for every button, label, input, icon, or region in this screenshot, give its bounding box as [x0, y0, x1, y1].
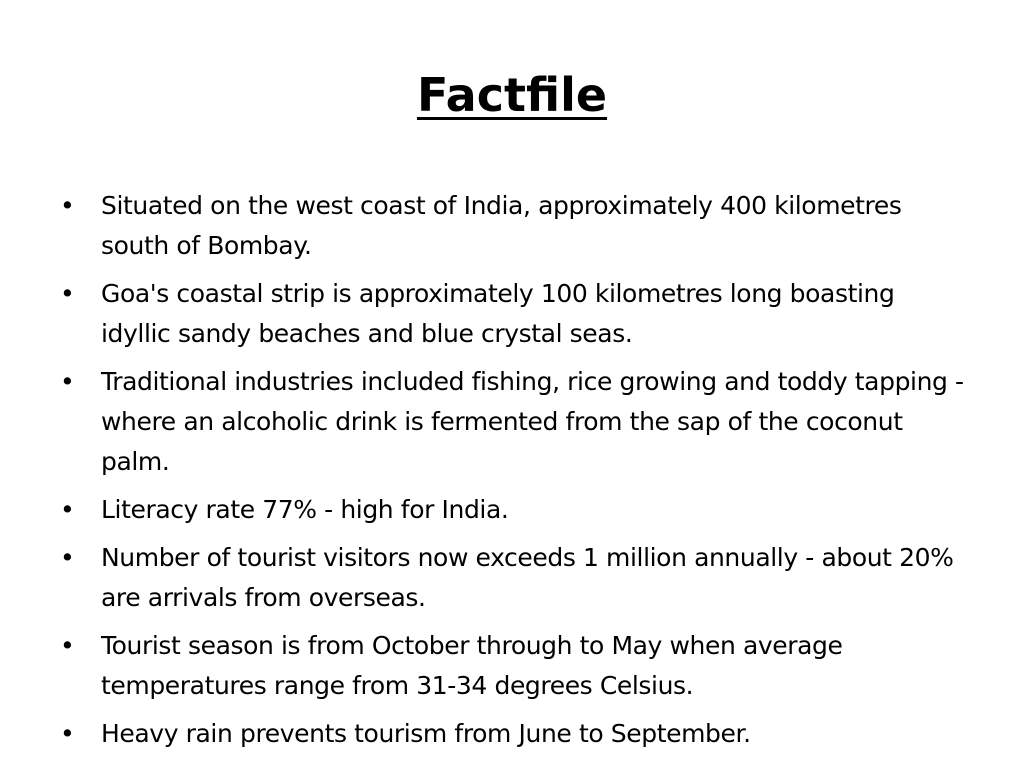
bullet-dot-icon: •	[60, 367, 75, 396]
slide-title	[0, 62, 1024, 128]
slide-title-text: Factfile	[416, 68, 608, 122]
bullet-dot-icon: •	[60, 191, 75, 220]
bullet-item	[60, 714, 970, 754]
bullet-dot-icon: •	[60, 495, 75, 524]
bullet-text: Tourist season is from October through to May when average temperatures range from 31-34 degrees Celsius.	[101, 631, 843, 700]
bullet-item	[60, 490, 970, 530]
bullet-text: Heavy rain prevents tourism from June to September.	[101, 719, 751, 748]
bullet-dot-icon: •	[60, 631, 75, 660]
bullet-text: Situated on the west coast of India, approximately 400 kilometres south of Bombay.	[101, 191, 902, 260]
bullet-dot-icon: •	[60, 719, 75, 748]
bullet-text: Literacy rate 77% - high for India.	[101, 495, 509, 524]
bullet-text: Goa's coastal strip is approximately 100 kilometres long boasting idyllic sandy beaches and blue crystal seas.	[101, 279, 895, 348]
bullet-item	[60, 274, 970, 354]
bullet-item	[60, 362, 970, 482]
bullet-dot-icon: •	[60, 279, 75, 308]
bullet-list	[60, 186, 970, 762]
bullet-text: Traditional industries included fishing, rice growing and toddy tapping - where an alcoholic drink is fermented from the sap of the coconut palm.	[101, 367, 964, 476]
bullet-item	[60, 186, 970, 266]
bullet-item	[60, 626, 970, 706]
bullet-dot-icon: •	[60, 543, 75, 572]
bullet-item	[60, 538, 970, 618]
bullet-text: Number of tourist visitors now exceeds 1 million annually - about 20% are arrivals from overseas.	[101, 543, 954, 612]
